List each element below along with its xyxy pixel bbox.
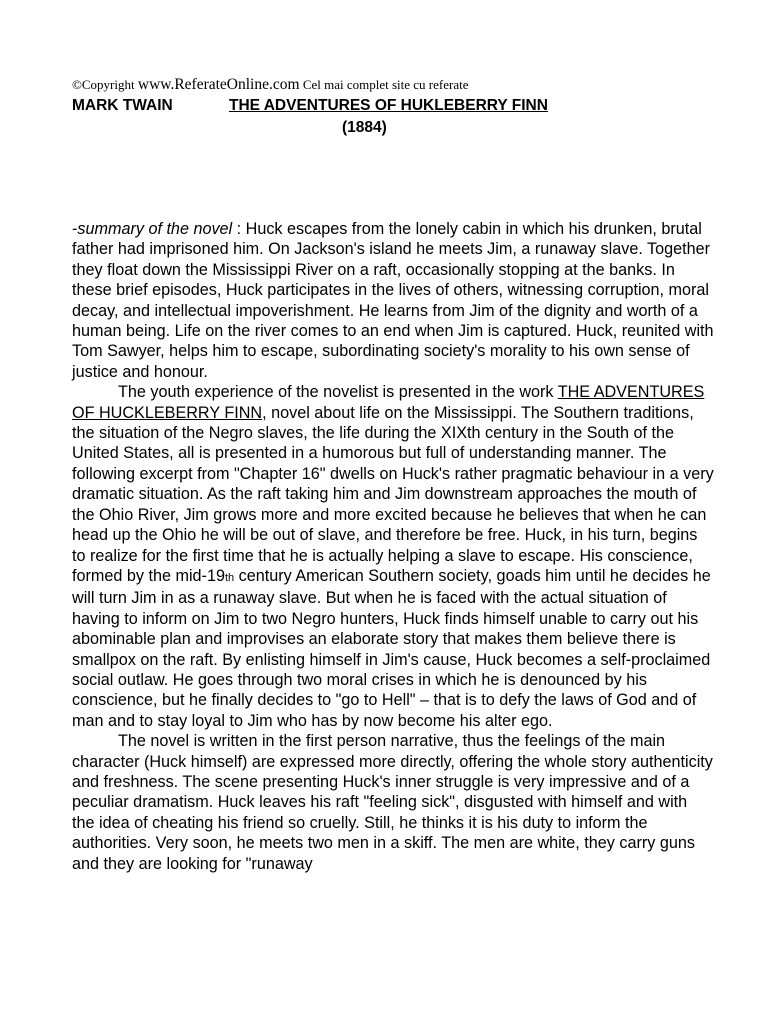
- paragraph-narrative: [72, 731, 714, 874]
- paragraph-youth-experience: [72, 382, 714, 731]
- copyright-site: www.ReferateOnline.com: [137, 76, 300, 93]
- copyright-prefix: Copyright: [81, 77, 138, 92]
- summary-dash: -: [72, 220, 78, 238]
- copyright-tagline: Cel mai complet site cu referate: [299, 77, 469, 92]
- publication-year: (1884): [342, 119, 387, 136]
- summary-label: summary of the novel: [77, 220, 233, 238]
- summary-text: : Huck escapes from the lonely cabin in which his drunken, brutal father had imprisoned him. On Jackson's island he meets Jim, a runaway slave. Together they float down the Mississippi River on a raft, occasionally stopping at the banks. In these brief episodes, Huck participates in the lives of others, witnessing corruption, moral decay, and intellectual impoverishment. He learns from Jim of the dignity and worth of a human being. Life on the river comes to an end when Jim is captured. Huck, reunited with Tom Sawyer, helps him to escape, subordinating society's morality to his own sense of justice and honour.: [72, 220, 714, 381]
- paragraph-2-rest: century American Southern society, goads him until he decides he will turn Jim in as a runaway slave. But when he is faced with the actual situation of having to inform on Jim to two Negro hunters, Huck finds himself unable to carry out his abominable plan and improvises an elaborate story that makes them believe there is smallpox on the raft. By enlisting himself in Jim's cause, Huck becomes a self-proclaimed social outlaw. He goes through two moral crises in which he is denounced by his conscience, but he finally decides to "go to Hell" – that is to defy the laws of God and of man and to stay loyal to Jim who has by now become his alter ego.: [72, 566, 711, 730]
- author-name: MARK TWAIN: [72, 97, 173, 114]
- copyright-symbol: ©: [72, 77, 82, 92]
- copyright-line: [72, 77, 469, 93]
- ordinal-suffix: th: [224, 571, 235, 584]
- document-body: [72, 219, 714, 874]
- paragraph-2-book-title: THE ADVENTURES OF HUCKLEBERRY FINN,: [72, 383, 705, 422]
- paragraph-3-text: The novel is written in the first person narrative, thus the feelings of the main character (Huck himself) are expressed more directly, offering the whole story authenticity and freshness. The scene presenting Huck's inner struggle is very impressive and of a peculiar dramatism. Huck leaves his raft "feeling sick", disgusted with himself and with the idea of cheating his friend so cruelly. Still, he thinks it is his duty to inform the authorities. Very soon, he meets two men in a skiff. The men are white, they carry guns and they are looking for "runaway: [72, 732, 713, 873]
- paragraph-summary: [72, 219, 714, 382]
- paragraph-2-main: novel about life on the Mississippi. The Southern traditions, the situation of the Negro slaves, the life during the XIXth century in the South of the United States, all is presented in a humorous but full of understanding manner. The following excerpt from "Chapter 16" dwells on Huck's rather pragmatic behaviour in a very dramatic situation. As the raft taking him and Jim downstream approaches the mouth of the Ohio River, Jim grows more and more excited because he believes that when he can head up the Ohio he will be out of slave, and therefore be free. Huck, in his turn, begins to realize for the first time that he is actually helping a slave to escape. His conscience, formed by the mid-19: [72, 403, 714, 585]
- paragraph-2-intro: The youth experience of the novelist is presented in the work: [118, 383, 558, 402]
- book-title: THE ADVENTURES OF HUKLEBERRY FINN: [229, 97, 548, 114]
